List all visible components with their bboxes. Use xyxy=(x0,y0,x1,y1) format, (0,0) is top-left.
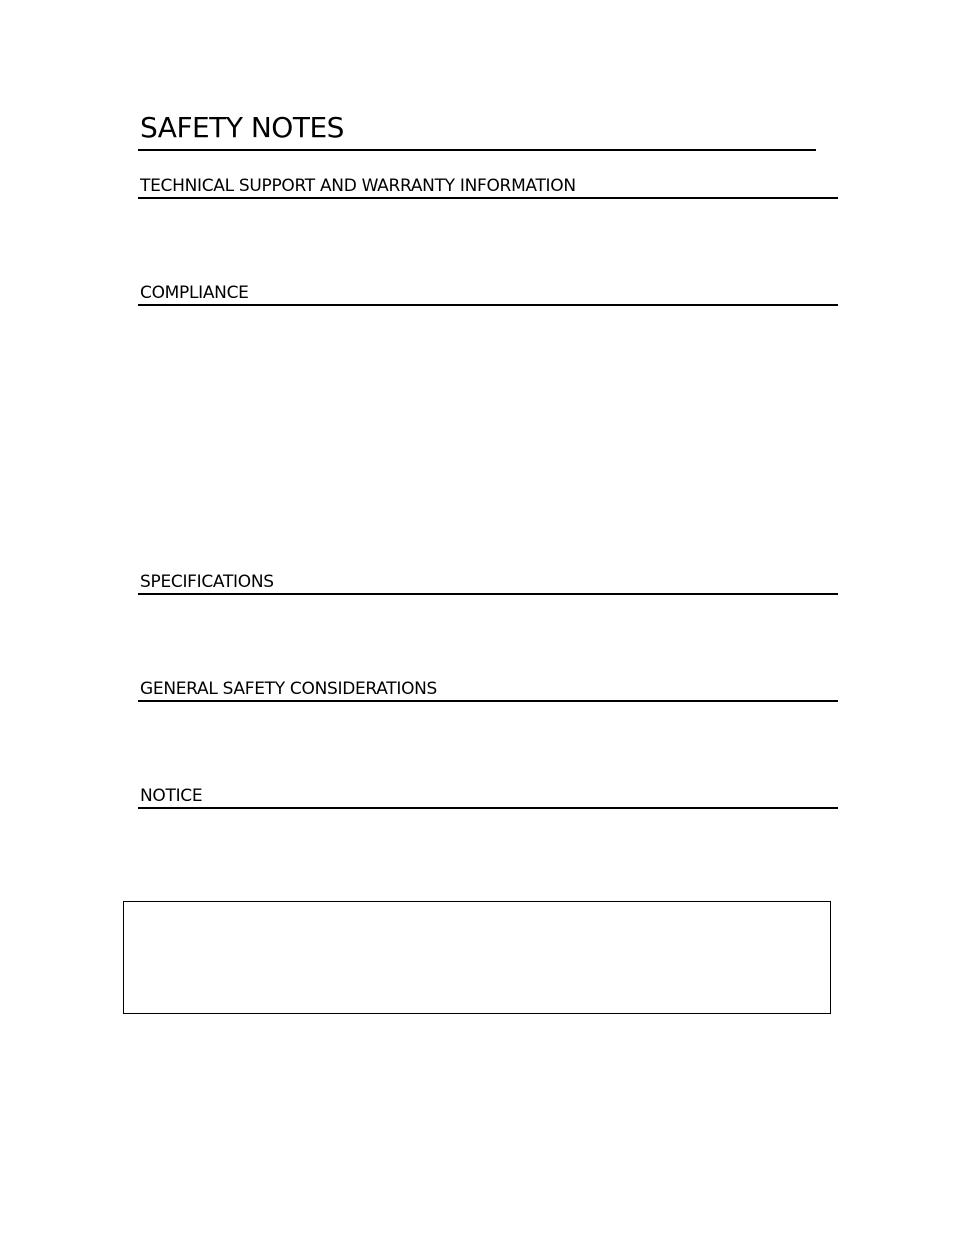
page-title-text: SAFETY NOTES xyxy=(140,111,344,144)
section-heading-label: TECHNICAL SUPPORT AND WARRANTY INFORMATION xyxy=(140,176,576,196)
section-heading-label: NOTICE xyxy=(140,786,203,806)
section-heading-compliance xyxy=(138,280,838,306)
section-heading-general-safety xyxy=(138,676,838,702)
notice-box xyxy=(123,901,831,1014)
section-heading-specifications xyxy=(138,569,838,595)
section-heading-notice xyxy=(138,783,838,809)
section-heading-label: COMPLIANCE xyxy=(140,283,249,303)
page-title xyxy=(138,108,816,151)
section-heading-label: GENERAL SAFETY CONSIDERATIONS xyxy=(140,679,438,699)
section-heading-label: SPECIFICATIONS xyxy=(140,572,274,592)
section-heading-technical-support xyxy=(138,173,838,199)
